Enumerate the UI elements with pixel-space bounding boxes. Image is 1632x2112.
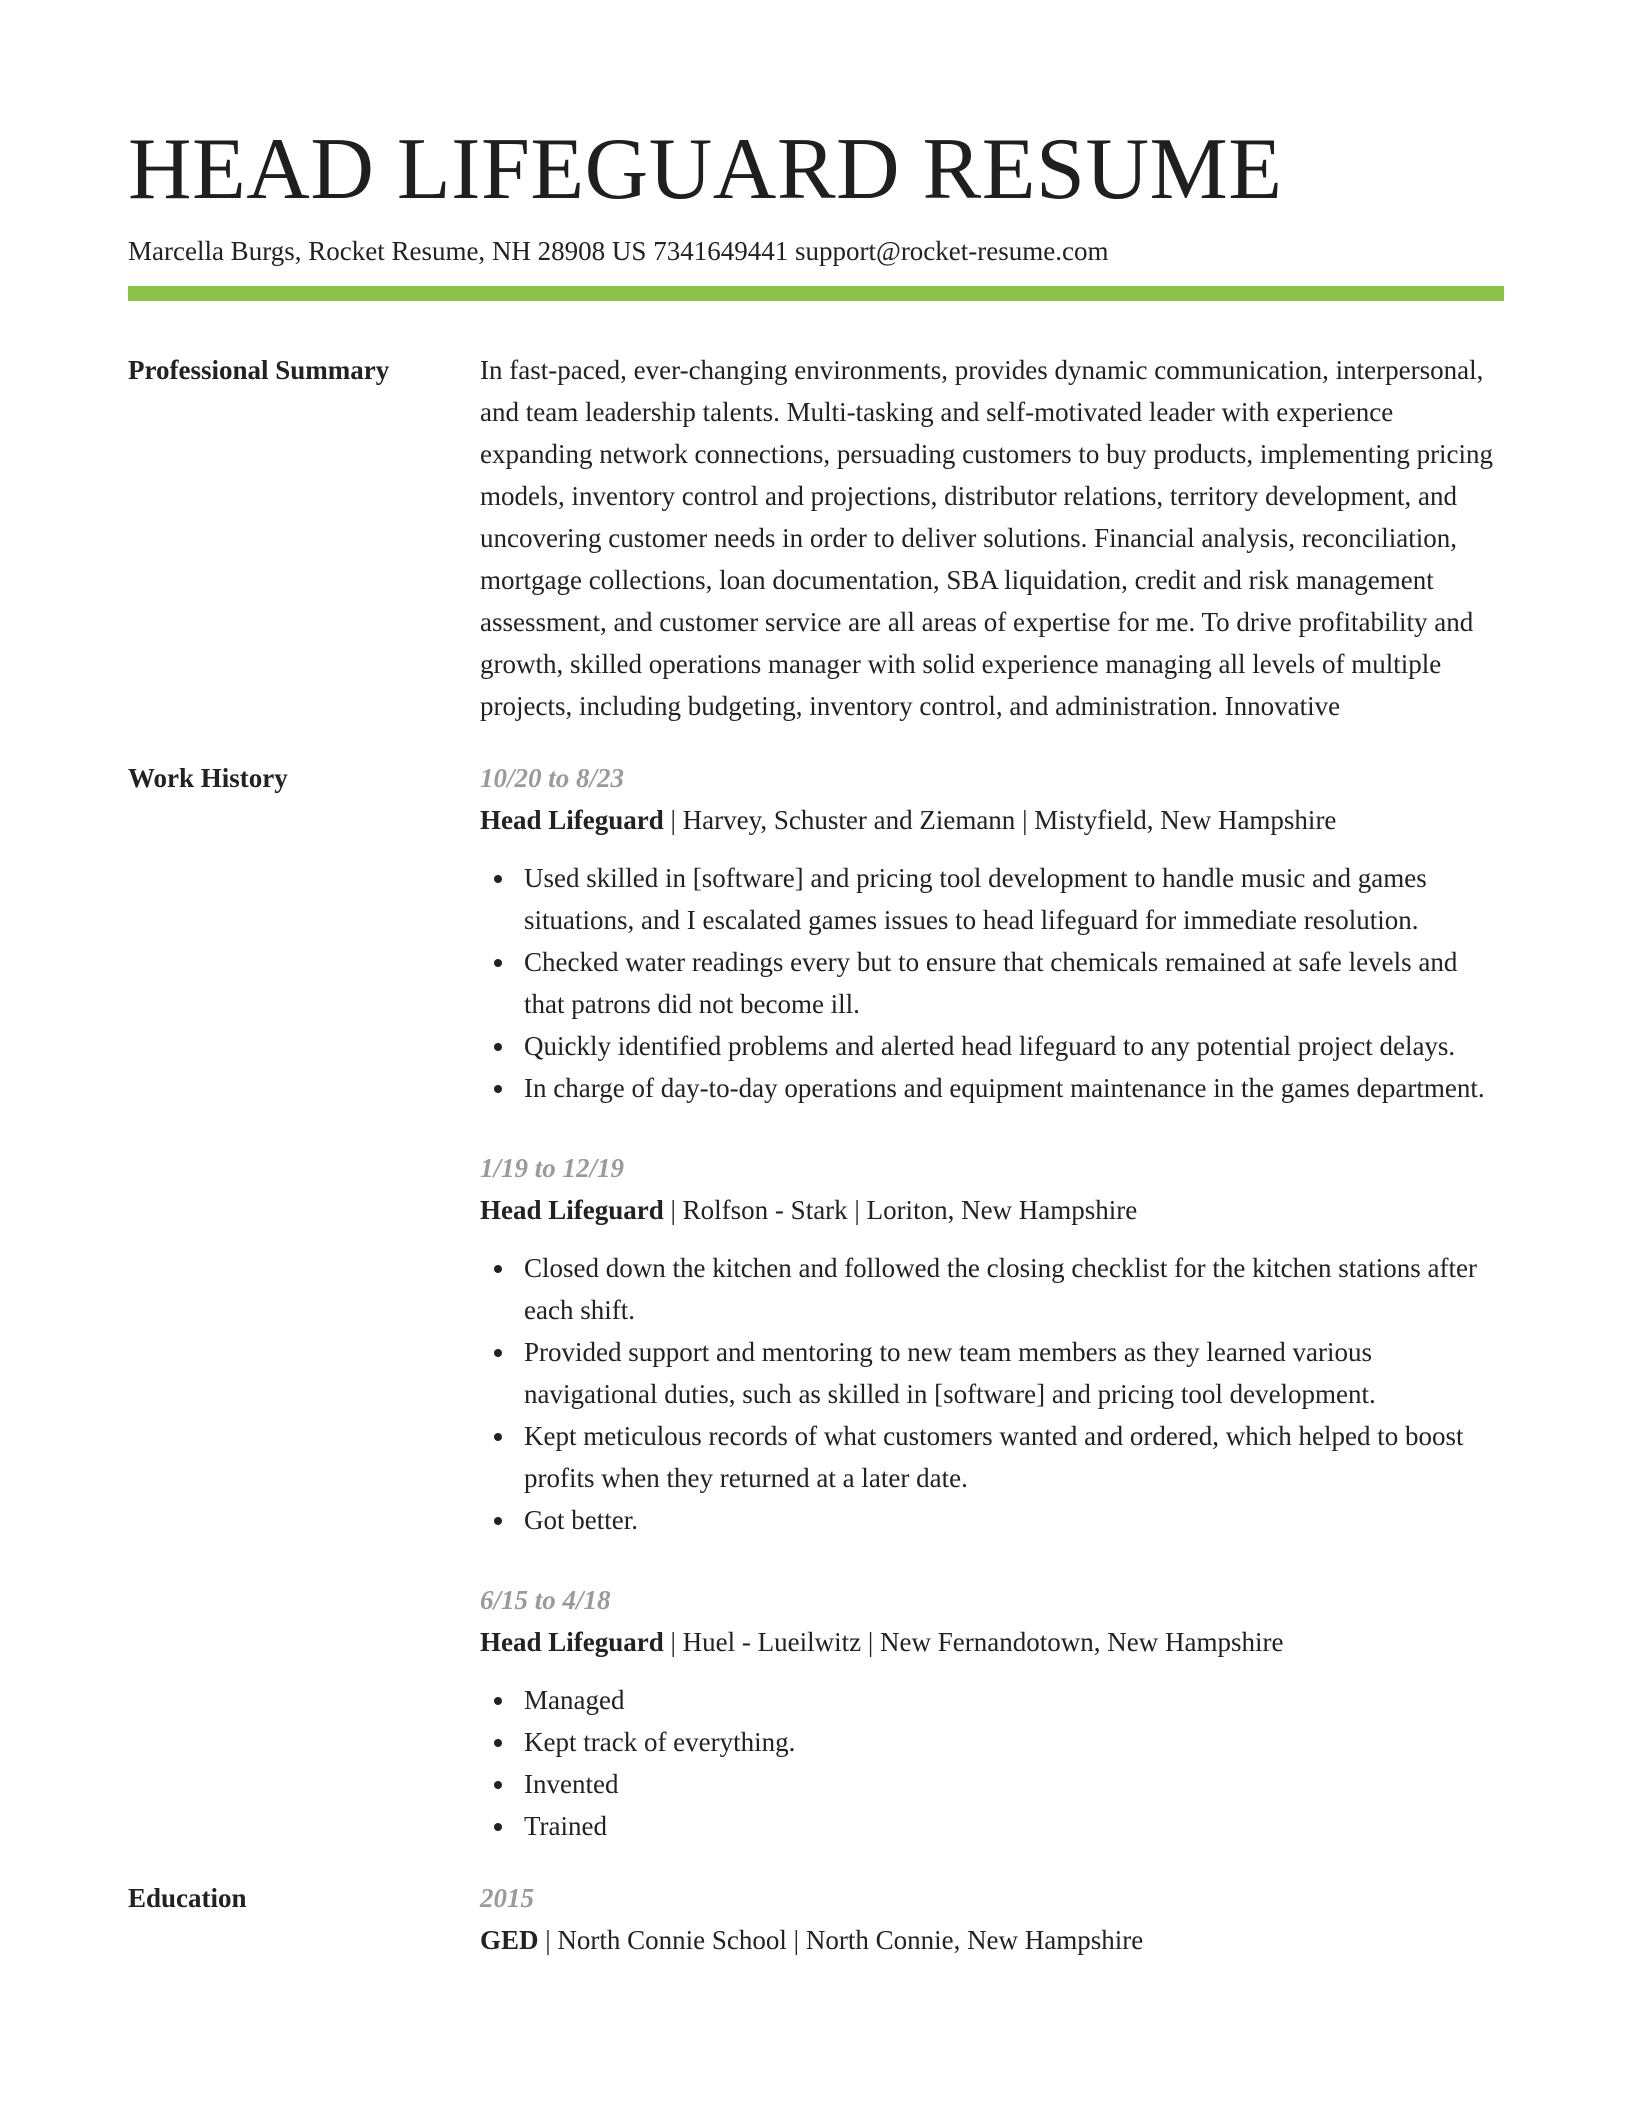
- resume-page: [128, 118, 1504, 1961]
- list-item: Used skilled in [software] and pricing tool development to handle music and games situations, and I escalated games issues to head lifeguard for immediate resolution.: [524, 857, 1504, 941]
- job-role-line: [480, 799, 1504, 841]
- work-history-body: [480, 757, 1504, 1847]
- summary-text: In fast-paced, ever-changing environments, provides dynamic communication, interpersonal, and team leadership talents. Multi-tasking and self-motivated leader with experience expanding network connections, persuading customers to buy products, implementing pricing models, inventory control and projections, distributor relations, territory development, and uncovering customer needs in order to deliver solutions. Financial analysis, reconciliation, mortgage collections, loan documentation, SBA liquidation, credit and risk management assessment, and customer service are all areas of expertise for me. To drive profitability and growth, skilled operations manager with solid experience managing all levels of multiple projects, including budgeting, inventory control, and administration. Innovative: [480, 355, 1494, 721]
- contact-email: support@rocket-resume.com: [794, 236, 1109, 266]
- job-dates: 1/19 to 12/19: [480, 1153, 625, 1183]
- list-item: Managed: [524, 1679, 1504, 1721]
- job-bullets: [480, 857, 1504, 1109]
- job-title: Head Lifeguard: [480, 1627, 664, 1657]
- list-item: Kept meticulous records of what customers wanted and ordered, which helped to boost profits when they returned at a later date.: [524, 1415, 1504, 1499]
- job-location: New Fernandotown, New Hampshire: [880, 1627, 1284, 1657]
- separator: |: [670, 805, 676, 835]
- separator: |: [793, 1925, 800, 1955]
- section-work-history: [128, 757, 1504, 1847]
- list-item: Provided support and mentoring to new team members as they learned various navigational duties, such as skilled in [software] and pricing tool development.: [524, 1331, 1504, 1415]
- separator: |: [1022, 805, 1028, 835]
- list-item: Got better.: [524, 1499, 1504, 1541]
- education-dates: 2015: [480, 1883, 534, 1913]
- contact-company: Rocket Resume,: [308, 236, 486, 266]
- education-location: North Connie, New Hampshire: [805, 1925, 1144, 1955]
- section-education: [128, 1877, 1504, 1961]
- list-item: Invented: [524, 1763, 1504, 1805]
- separator: |: [854, 1195, 860, 1225]
- contact-phone: 7341649441: [653, 236, 789, 266]
- job-bullets: [480, 1679, 1504, 1847]
- contact-name: Marcella Burgs,: [128, 236, 302, 266]
- header-divider: [128, 286, 1504, 301]
- job-entry: [480, 1579, 1504, 1847]
- education-degree: GED: [480, 1925, 539, 1955]
- resume-title: HEAD LIFEGUARD RESUME: [128, 121, 1283, 218]
- separator: |: [670, 1195, 676, 1225]
- job-bullets: [480, 1247, 1504, 1541]
- contact-location: NH 28908 US: [491, 236, 647, 266]
- separator: |: [867, 1627, 874, 1657]
- list-item: In charge of day-to-day operations and equipment maintenance in the games department.: [524, 1067, 1504, 1109]
- job-role-line: [480, 1621, 1504, 1663]
- list-item: Closed down the kitchen and followed the closing checklist for the kitchen stations after each shift.: [524, 1247, 1504, 1331]
- job-location: Mistyfield, New Hampshire: [1034, 805, 1337, 835]
- section-summary: [128, 349, 1504, 727]
- list-item: Quickly identified problems and alerted head lifeguard to any potential project delays.: [524, 1025, 1504, 1067]
- job-dates: 10/20 to 8/23: [480, 763, 625, 793]
- job-title: Head Lifeguard: [480, 1195, 664, 1225]
- summary-body: [480, 349, 1504, 727]
- job-employer: Huel - Lueilwitz: [682, 1627, 862, 1657]
- section-label-education: Education: [128, 1883, 247, 1913]
- job-dates: 6/15 to 4/18: [480, 1585, 611, 1615]
- list-item: Checked water readings every but to ensure that chemicals remained at safe levels and that patrons did not become ill.: [524, 941, 1504, 1025]
- job-entry: [480, 757, 1504, 1109]
- education-body: [480, 1877, 1504, 1961]
- job-title: Head Lifeguard: [480, 805, 664, 835]
- education-line: [480, 1919, 1504, 1961]
- list-item: Kept track of everything.: [524, 1721, 1504, 1763]
- job-location: Loriton, New Hampshire: [866, 1195, 1138, 1225]
- job-employer: Rolfson - Stark: [682, 1195, 848, 1225]
- separator: |: [670, 1627, 676, 1657]
- job-entry: [480, 1147, 1504, 1541]
- section-label-work-history: Work History: [128, 763, 288, 793]
- list-item: Trained: [524, 1805, 1504, 1847]
- job-employer: Harvey, Schuster and Ziemann: [682, 805, 1016, 835]
- education-school: North Connie School: [557, 1925, 787, 1955]
- separator: |: [545, 1925, 551, 1955]
- job-role-line: [480, 1189, 1504, 1231]
- section-label-summary: Professional Summary: [128, 355, 390, 385]
- contact-line: [128, 232, 1504, 270]
